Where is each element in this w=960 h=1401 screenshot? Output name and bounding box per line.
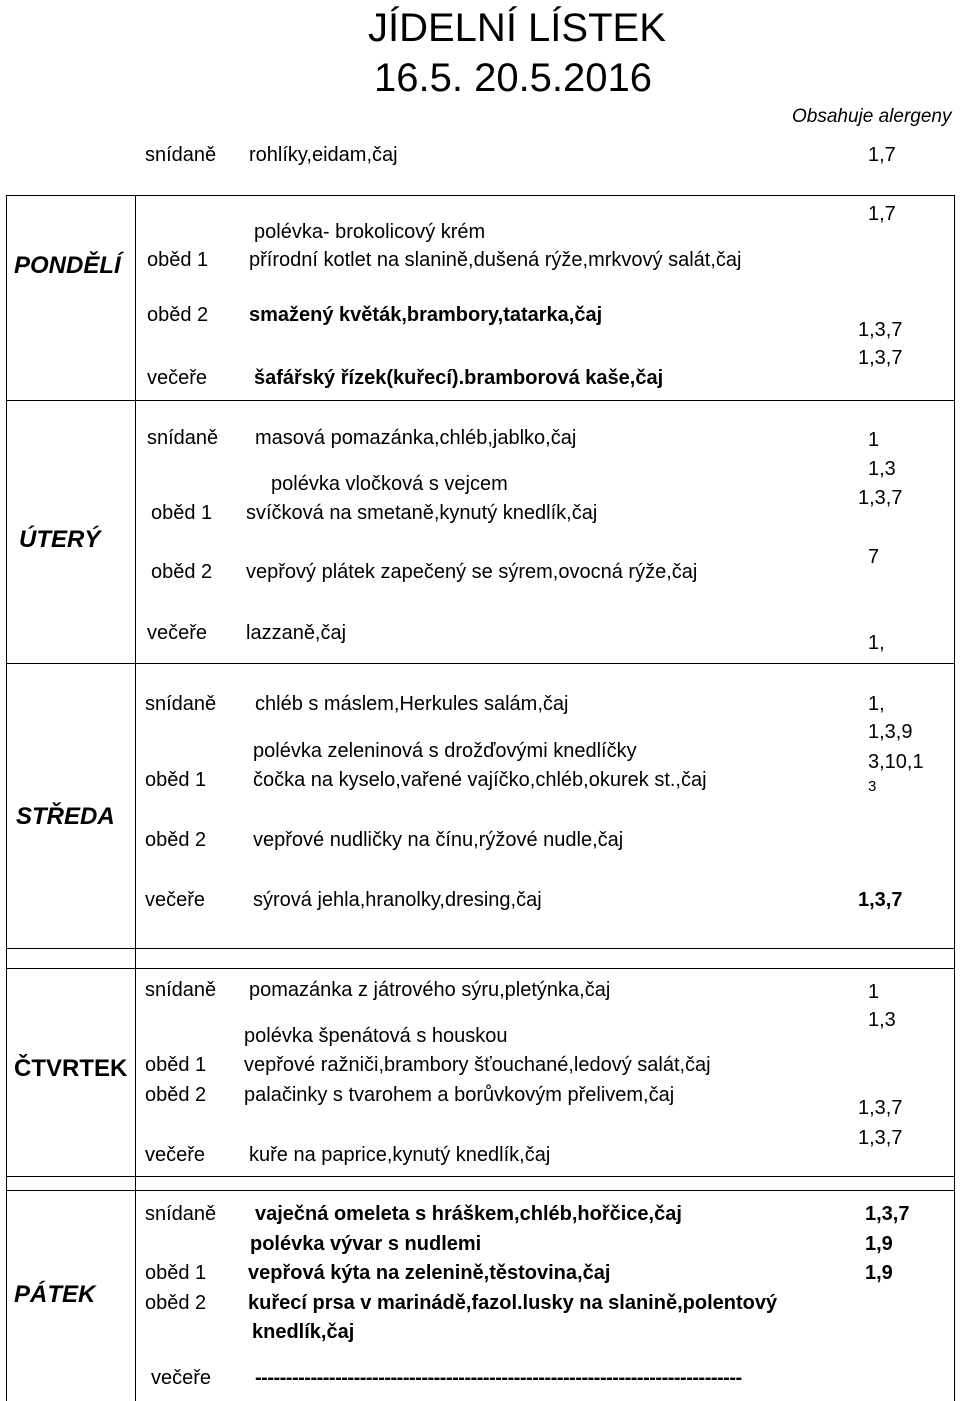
allergen-codes: 1,3,7	[858, 319, 903, 341]
dish: polévka vývar s nudlemi	[250, 1233, 482, 1255]
dish: vepřová kýta na zelenině,těstovina,čaj	[248, 1262, 611, 1284]
dish: pomazánka z játrového sýru,pletýnka,čaj	[249, 979, 611, 1001]
meal-label: snídaně	[145, 693, 217, 715]
allergen-codes: 1	[868, 429, 880, 451]
dish: sýrová jehla,hranolky,dresing,čaj	[253, 889, 542, 911]
allergen-codes: 1,7	[868, 203, 896, 225]
divider	[6, 663, 954, 664]
divider	[6, 968, 954, 969]
meal-label: večeře	[151, 1367, 212, 1389]
dish: lazzaně,čaj	[246, 622, 347, 644]
meal-label: oběd 2	[151, 561, 213, 583]
allergen-codes: 1,	[868, 632, 885, 654]
allergen-codes: 1,9	[865, 1262, 893, 1284]
dish: chléb s máslem,Herkules salám,čaj	[255, 693, 569, 715]
meal-label: snídaně	[145, 979, 217, 1001]
divider	[6, 948, 954, 949]
dish: vepřové nudličky na čínu,rýžové nudle,čaj	[253, 829, 624, 851]
day-name: PONDĚLÍ	[14, 252, 121, 279]
allergen-codes: 1,3,7	[858, 487, 903, 509]
dish: přírodní kotlet na slanině,dušená rýže,mrkvový salát,čaj	[249, 249, 742, 271]
frame-left	[6, 195, 7, 1401]
allergen-codes: 1,3,7	[858, 889, 903, 911]
dish: polévka zeleninová s drožďovými knedlíčky	[253, 740, 637, 762]
meal-label: oběd 1	[147, 249, 209, 271]
column-divider	[135, 195, 136, 1401]
meal-label: snídaně	[147, 427, 219, 449]
dish: polévka- brokolicový krém	[254, 221, 486, 243]
meal-label: oběd 1	[145, 1262, 207, 1284]
meal-label: oběd 2	[145, 829, 207, 851]
meal-label: večeře	[147, 367, 208, 389]
dish: šafářský řízek(kuřecí).bramborová kaše,čaj	[254, 367, 664, 389]
allergen-codes: 1,3,9	[868, 721, 913, 743]
allergen-codes: 1,9	[865, 1233, 893, 1255]
dish: vaječná omeleta s hráškem,chléb,hořčice,čaj	[255, 1203, 682, 1225]
allergen-codes: 1,	[868, 693, 885, 715]
dish: čočka na kyselo,vařené vajíčko,chléb,okurek st.,čaj	[253, 769, 707, 791]
divider	[6, 1190, 954, 1191]
allergens-note: Obsahuje alergeny	[792, 106, 952, 127]
dish: palačinky s tvarohem a borůvkovým přelivem,čaj	[244, 1084, 675, 1106]
day-name: PÁTEK	[14, 1281, 96, 1308]
dish: knedlík,čaj	[252, 1321, 355, 1343]
meal-label: oběd 2	[145, 1292, 207, 1314]
day-name: ÚTERÝ	[19, 526, 101, 553]
allergen-codes: 7	[868, 546, 880, 568]
dish: rohlíky,eidam,čaj	[249, 144, 398, 166]
meal-label: oběd 2	[147, 304, 209, 326]
allergen-codes: 1,3,7	[858, 1097, 903, 1119]
day-name: STŘEDA	[16, 803, 115, 830]
meal-label: oběd 1	[145, 769, 207, 791]
dish: polévka špenátová s houskou	[244, 1025, 508, 1047]
allergen-codes: 1	[868, 981, 880, 1003]
meal-label: večeře	[145, 889, 206, 911]
meal-label: oběd 2	[145, 1084, 207, 1106]
allergen-codes: 3,10,1	[868, 751, 924, 773]
meal-label: oběd 1	[145, 1054, 207, 1076]
meal-label: oběd 1	[151, 502, 213, 524]
date-range: 16.5. 20.5.2016	[374, 56, 653, 100]
day-name: ČTVRTEK	[14, 1055, 128, 1082]
dish: kuře na paprice,kynutý knedlík,čaj	[249, 1144, 551, 1166]
dish: kuřecí prsa v marinádě,fazol.lusky na slanině,polentový	[248, 1292, 778, 1314]
dish: vepřové ražniči,brambory šťouchané,ledový salát,čaj	[244, 1054, 711, 1076]
dish: smažený květák,brambory,tatarka,čaj	[249, 304, 603, 326]
meal-label: snídaně	[145, 144, 217, 166]
allergen-codes: 1,3	[868, 458, 896, 480]
allergen-codes: 1,3	[868, 1009, 896, 1031]
page-title: JÍDELNÍ LÍSTEK	[368, 6, 666, 50]
allergen-codes: 3	[868, 778, 877, 795]
allergen-codes: 1,7	[868, 144, 896, 166]
dish: masová pomazánka,chléb,jablko,čaj	[255, 427, 577, 449]
dish: polévka vločková s vejcem	[271, 473, 508, 495]
divider	[6, 1176, 954, 1177]
frame-right	[954, 195, 955, 1401]
dish: svíčková na smetaně,kynutý knedlík,čaj	[246, 502, 598, 524]
allergen-codes: 1,3,7	[858, 347, 903, 369]
meal-label: snídaně	[145, 1203, 217, 1225]
dish: -------------------------------------------------------------------------------	[255, 1367, 742, 1389]
allergen-codes: 1,3,7	[858, 1127, 903, 1149]
allergen-codes: 1,3,7	[865, 1203, 910, 1225]
divider	[6, 195, 954, 196]
meal-label: večeře	[145, 1144, 206, 1166]
meal-label: večeře	[147, 622, 208, 644]
dish: vepřový plátek zapečený se sýrem,ovocná rýže,čaj	[246, 561, 698, 583]
divider	[6, 400, 954, 401]
